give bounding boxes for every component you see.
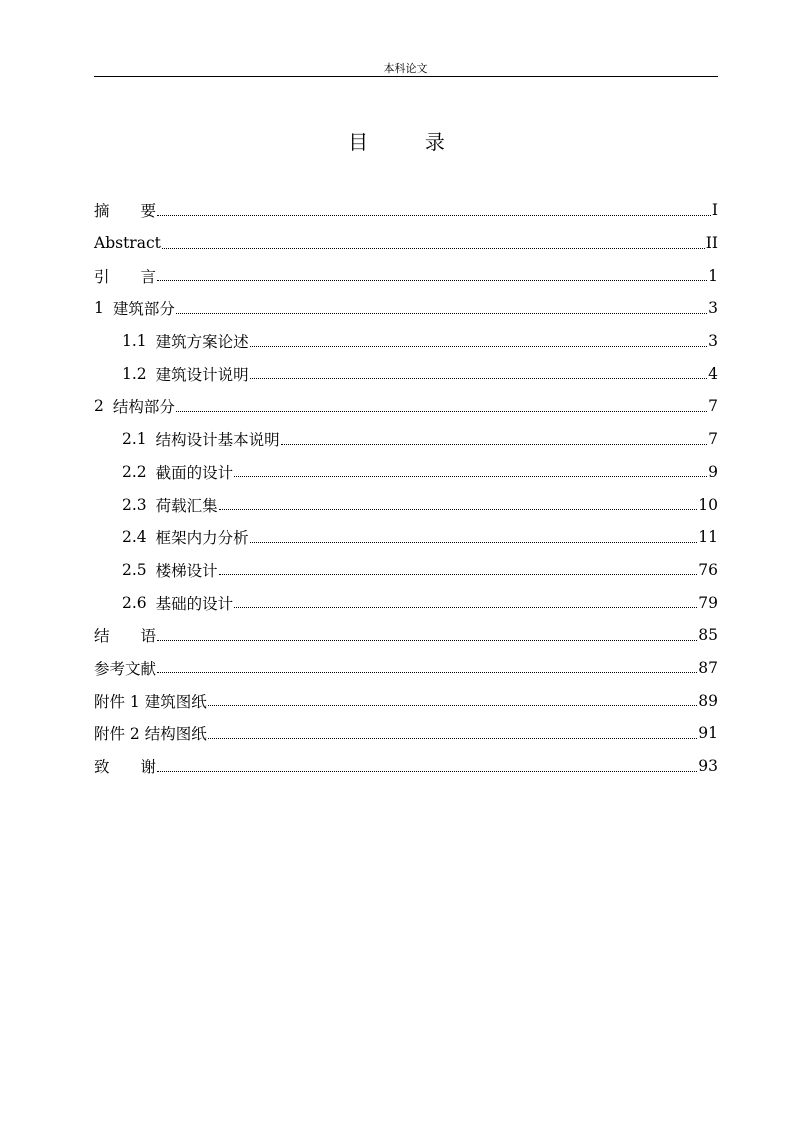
- toc-entry-number: 2.5: [122, 560, 147, 579]
- toc-leader-dots: [176, 301, 707, 314]
- toc-entry[interactable]: [94, 456, 718, 489]
- toc-entry-page: 7: [708, 430, 718, 449]
- toc-leader-dots: [250, 334, 707, 347]
- toc-entry[interactable]: [94, 586, 718, 619]
- toc-leader-dots: [157, 660, 697, 673]
- toc-title-second: 录: [424, 130, 445, 154]
- toc-entry-page: 4: [708, 364, 718, 383]
- toc-entry-number: 2.4: [122, 528, 147, 547]
- toc-leader-dots: [250, 530, 698, 543]
- toc-entry-page: II: [705, 234, 718, 253]
- toc-entry-number: 2.6: [122, 593, 147, 612]
- toc-entry-page: 7: [708, 397, 718, 416]
- toc-entry-number: 1.2: [122, 364, 147, 383]
- toc-entry[interactable]: [94, 194, 718, 227]
- toc-entry[interactable]: [94, 521, 718, 554]
- toc-entry[interactable]: [94, 227, 718, 260]
- toc-entry-page: 79: [698, 593, 718, 612]
- toc-entry-title: 结构部分: [112, 398, 175, 417]
- toc-entry-title: 结构设计基本说明: [155, 431, 280, 450]
- toc-entry[interactable]: [94, 488, 718, 521]
- toc-entry-page: 9: [708, 462, 718, 481]
- toc-entry-title: 框架内力分析: [155, 529, 249, 548]
- toc-entry[interactable]: [94, 259, 718, 292]
- toc-entry-page: 87: [698, 658, 718, 677]
- toc-entry-page: 10: [698, 495, 718, 514]
- toc-entry-title: 参考文献: [94, 659, 157, 678]
- toc-entry-title: 附件 1 建筑图纸: [94, 692, 207, 711]
- toc-entry-number: 2.2: [122, 462, 147, 481]
- table-of-contents: [94, 194, 718, 782]
- toc-entry-title: 荷载汇集: [155, 496, 218, 515]
- toc-entry-title: 结 语: [94, 627, 157, 646]
- toc-entry-page: 11: [698, 528, 718, 547]
- toc-entry[interactable]: [94, 652, 718, 685]
- toc-entry-page: 93: [698, 757, 718, 776]
- toc-entry-number: 2: [94, 397, 104, 416]
- toc-entry-page: 85: [698, 626, 718, 645]
- toc-entry-number: 2.3: [122, 495, 147, 514]
- toc-title: [0, 126, 793, 155]
- toc-entry[interactable]: [94, 554, 718, 587]
- toc-entry-title: 附件 2 结构图纸: [94, 725, 207, 744]
- toc-entry[interactable]: [94, 684, 718, 717]
- toc-entry-number: 2.1: [122, 430, 147, 449]
- toc-entry[interactable]: [94, 750, 718, 783]
- toc-leader-dots: [219, 497, 698, 510]
- toc-entry[interactable]: [94, 357, 718, 390]
- toc-entry-title: 楼梯设计: [155, 561, 218, 580]
- toc-entry-page: 89: [698, 691, 718, 710]
- toc-entry-title: 摘 要: [94, 202, 157, 221]
- toc-title-first: 目: [348, 130, 369, 154]
- toc-leader-dots: [157, 759, 697, 772]
- toc-entry-title: 引 言: [94, 267, 157, 286]
- toc-leader-dots: [208, 693, 698, 706]
- toc-leader-dots: [250, 366, 707, 379]
- toc-entry-page: 3: [708, 299, 718, 318]
- toc-entry[interactable]: [94, 423, 718, 456]
- toc-leader-dots: [234, 595, 697, 608]
- toc-entry-page: 3: [708, 332, 718, 351]
- page-header: 本科论文: [383, 62, 428, 75]
- toc-entry[interactable]: [94, 325, 718, 358]
- header-rule: [94, 76, 718, 77]
- toc-leader-dots: [157, 628, 697, 641]
- toc-entry-number: 1: [94, 299, 104, 318]
- toc-entry-title: Abstract: [94, 234, 161, 253]
- toc-entry-page: 1: [708, 266, 718, 285]
- toc-entry-title: 建筑设计说明: [155, 365, 249, 384]
- toc-entry[interactable]: [94, 390, 718, 423]
- toc-entry-number: 1.1: [122, 332, 147, 351]
- toc-leader-dots: [157, 203, 711, 216]
- toc-leader-dots: [208, 726, 698, 739]
- toc-leader-dots: [281, 432, 707, 445]
- toc-leader-dots: [234, 464, 707, 477]
- toc-entry[interactable]: [94, 292, 718, 325]
- toc-entry[interactable]: [94, 717, 718, 750]
- toc-entry-title: 致 谢: [94, 758, 157, 777]
- toc-entry-page: 91: [698, 724, 718, 743]
- toc-entry-page: I: [711, 201, 718, 220]
- toc-entry[interactable]: [94, 619, 718, 652]
- toc-entry-title: 建筑部分: [112, 300, 175, 319]
- toc-entry-title: 基础的设计: [155, 594, 234, 613]
- toc-leader-dots: [157, 268, 707, 281]
- toc-entry-title: 建筑方案论述: [155, 333, 249, 352]
- toc-leader-dots: [162, 236, 705, 249]
- toc-leader-dots: [219, 562, 698, 575]
- toc-entry-page: 76: [698, 560, 718, 579]
- toc-entry-title: 截面的设计: [155, 463, 234, 482]
- toc-leader-dots: [176, 399, 707, 412]
